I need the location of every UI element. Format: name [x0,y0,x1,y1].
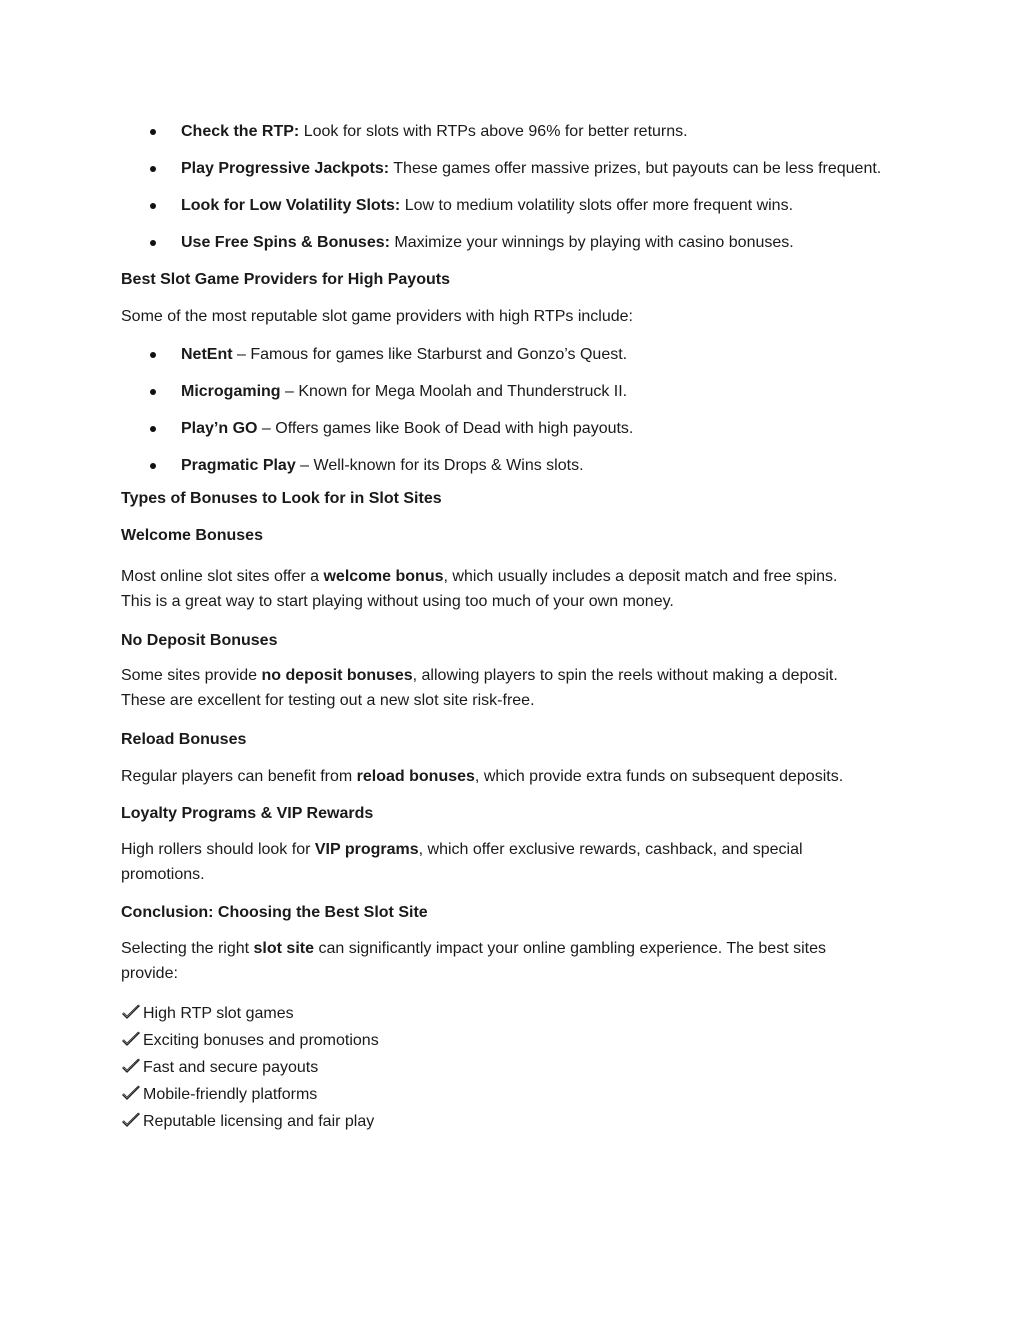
provider-text: – Famous for games like Starburst and Gonzo’s Quest. [232,346,628,363]
check-mark-icon [121,1112,141,1128]
provider-text: – Offers games like Book of Dead with high payouts. [257,420,634,437]
providers-heading: Best Slot Game Providers for High Payouts [121,271,450,288]
tip-text: These games offer massive prizes, but payouts can be less frequent. [389,160,882,177]
provider-text: – Known for Mega Moolah and Thunderstruck II. [280,383,628,400]
checklist-item [121,1029,379,1053]
list-item [181,120,688,144]
loyalty-paragraph-line: promotions. [121,866,205,883]
bullet-icon [150,352,156,358]
check-mark-icon [121,1031,141,1047]
welcome-paragraph-line: This is a great way to start playing without using too much of your own money. [121,593,674,610]
checklist-text: Reputable licensing and fair play [143,1113,375,1130]
welcome-bonus-term: welcome bonus [323,568,444,585]
vip-term: VIP programs [314,841,419,858]
welcome-heading: Welcome Bonuses [121,527,263,544]
tip-text: Maximize your winnings by playing with casino bonuses. [389,234,794,251]
list-item [181,454,584,478]
no-deposit-heading: No Deposit Bonuses [121,632,278,649]
providers-intro: Some of the most reputable slot game providers with high RTPs include: [121,308,633,325]
checklist-text: Mobile-friendly platforms [143,1086,318,1103]
checklist-item [121,1002,294,1026]
check-mark-icon [121,1085,141,1101]
tip-text: Look for slots with RTPs above 96% for better returns. [299,123,688,140]
reload-term: reload bonuses [356,768,475,785]
provider-name: NetEnt [181,346,233,363]
list-item [181,231,794,255]
checklist-item [121,1056,318,1080]
checklist-item [121,1083,317,1107]
slot-site-term: slot site [253,940,314,957]
no-deposit-paragraph-line: Some sites provide no deposit bonuses, allowing players to spin the reels without making a deposit. [121,667,838,684]
check-mark-icon [121,1058,141,1074]
list-item [181,157,881,181]
provider-name: Microgaming [181,383,281,400]
reload-paragraph-line: Regular players can benefit from reload bonuses, which provide extra funds on subsequent deposits. [121,768,844,785]
checklist-item [121,1110,374,1134]
tip-label: Use Free Spins & Bonuses: [181,234,390,251]
loyalty-paragraph-line: High rollers should look for VIP programs, which offer exclusive rewards, cashback, and special [121,841,803,858]
checklist-text: High RTP slot games [143,1005,294,1022]
reload-heading: Reload Bonuses [121,731,247,748]
conclusion-heading: Conclusion: Choosing the Best Slot Site [121,904,428,921]
tip-label: Look for Low Volatility Slots: [181,197,401,214]
conclusion-paragraph-line: Selecting the right slot site can significantly impact your online gambling experience. The best sites [121,940,826,957]
list-item [181,417,633,441]
conclusion-paragraph-line: provide: [121,965,178,982]
provider-text: – Well-known for its Drops & Wins slots. [295,457,584,474]
bullet-icon [150,389,156,395]
list-item [181,194,793,218]
tip-label: Check the RTP: [181,123,300,140]
bonuses-heading: Types of Bonuses to Look for in Slot Sites [121,490,442,507]
provider-name: Play’n GO [181,420,258,437]
check-mark-icon [121,1004,141,1020]
list-item [181,380,627,404]
welcome-paragraph-line: Most online slot sites offer a welcome bonus, which usually includes a deposit match and free spins. [121,568,838,585]
tip-label: Play Progressive Jackpots: [181,160,390,177]
loyalty-heading: Loyalty Programs & VIP Rewards [121,805,374,822]
checklist-text: Fast and secure payouts [143,1059,319,1076]
no-deposit-paragraph-line: These are excellent for testing out a new slot site risk-free. [121,692,535,709]
provider-name: Pragmatic Play [181,457,296,474]
tip-text: Low to medium volatility slots offer more frequent wins. [400,197,794,214]
bullet-icon [150,203,156,209]
bullet-icon [150,463,156,469]
bullet-icon [150,240,156,246]
bullet-icon [150,426,156,432]
bullet-icon [150,166,156,172]
bullet-icon [150,129,156,135]
checklist-text: Exciting bonuses and promotions [143,1032,379,1049]
list-item [181,343,627,367]
no-deposit-term: no deposit bonuses [261,667,413,684]
